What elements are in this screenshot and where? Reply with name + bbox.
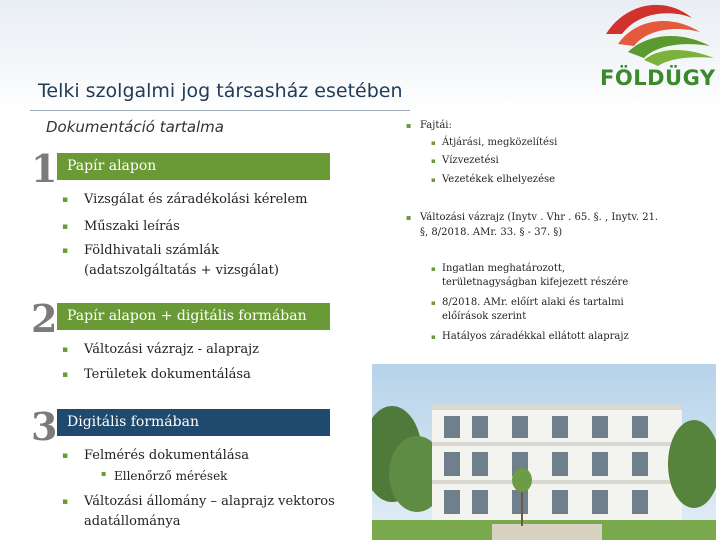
- fajtai-item: ▪ Vezetékek elhelyezése: [442, 173, 555, 187]
- list-item: ▪ Területek dokumentálása: [84, 365, 251, 385]
- section-heading-1: Papír alapon: [57, 153, 330, 180]
- fajtai-item: ▪ Átjárási, megközelítési: [442, 136, 557, 150]
- title-divider: [30, 110, 410, 111]
- list-item: ▪ Műszaki leírás: [84, 217, 180, 237]
- section-heading-3: Digitális formában: [57, 409, 330, 436]
- fajtai-item: ▪ Vízvezetési: [442, 154, 499, 168]
- list-item: ▪ Földhivatali számlák (adatszolgáltatás + vizsgálat): [84, 241, 304, 281]
- logo-wordmark: FÖLDÜGY: [600, 66, 716, 90]
- section-subtitle: Dokumentáció tartalma: [46, 118, 224, 136]
- list-item: ▪ Felmérés dokumentálása: [84, 446, 249, 466]
- apartment-building-photo: [372, 364, 716, 540]
- list-item: ▪ Változási állomány – alaprajz vektoros adatállománya: [84, 492, 339, 532]
- vazrajz-item: ▪ 8/2018. AMr. előírt alaki és tartalmi előírások szerint: [442, 296, 662, 324]
- vazrajz-item: ▪ Ingatlan meghatározott, területnagyságban kifejezett részére: [442, 262, 662, 290]
- page-title: Telki szolgalmi jog társasház esetében: [38, 80, 403, 102]
- section-heading-2: Papír alapon + digitális formában: [57, 303, 330, 330]
- list-item: ▪ Változási vázrajz - alaprajz: [84, 340, 259, 360]
- sub-list-item: ▪ Ellenőrző mérések: [114, 469, 227, 483]
- fajtai-label: ▪ Fajtái:: [420, 118, 452, 133]
- section-number-1: 1: [31, 146, 58, 191]
- vazrajz-item: ▪ Hatályos záradékkal ellátott alaprajz: [442, 330, 662, 344]
- vazrajz-label: ▪ Változási vázrajz (Inytv . Vhr . 65. §. , Inytv. 21. §, 8/2018. AMr. 33. § - 37. §): [420, 210, 660, 240]
- section-number-2: 2: [31, 296, 58, 341]
- section-number-3: 3: [31, 404, 58, 449]
- list-item: ▪ Vizsgálat és záradékolási kérelem: [84, 190, 307, 210]
